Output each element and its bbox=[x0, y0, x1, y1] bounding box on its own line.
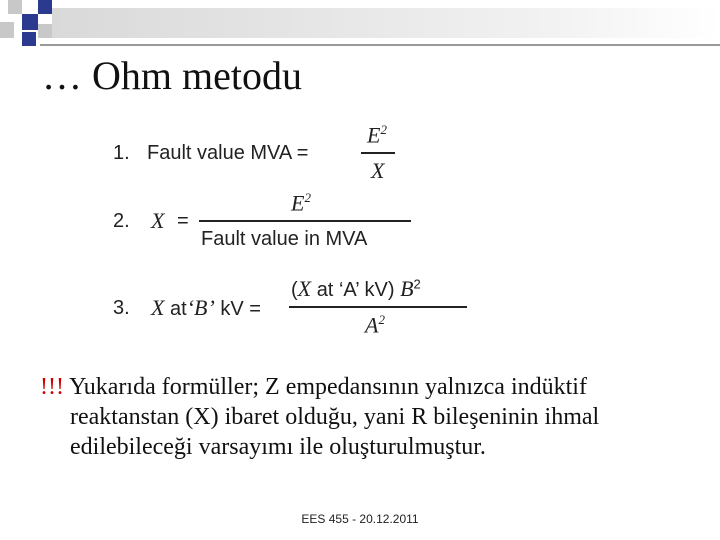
deco-square-gray-left bbox=[0, 22, 14, 38]
formula-3-lhs: X at‘B’ kV = bbox=[151, 295, 261, 320]
formula-2-lhs: X bbox=[151, 208, 165, 233]
formula-2-fraction-bar bbox=[199, 220, 411, 222]
formula-1-denominator: X bbox=[371, 158, 385, 183]
formula-2-denominator: Fault value in MVA bbox=[201, 228, 368, 250]
slide-title: … Ohm metodu bbox=[42, 53, 302, 98]
formula-2-equals: = bbox=[177, 210, 189, 232]
deco-square-blue-mid bbox=[22, 14, 38, 30]
deco-square-blue-low bbox=[22, 32, 36, 46]
formula-3-number: 3. bbox=[113, 297, 130, 319]
deco-square-gray-mid bbox=[38, 24, 52, 38]
formula-1-fraction-bar bbox=[361, 152, 395, 154]
formula-1-numerator: $E^2$ bbox=[367, 122, 387, 148]
formula-2-fraction bbox=[199, 192, 411, 262]
slide-footer: EES 455 - 20.12.2011 bbox=[301, 512, 419, 526]
formula-2-number: 2. bbox=[113, 210, 130, 232]
formula-1-number: 1. bbox=[113, 142, 130, 164]
deco-square-blue-top bbox=[38, 0, 52, 14]
note-line-2: reaktanstan (X) ibaret olduğu, yani R bileşeninin ihmal bbox=[70, 404, 600, 430]
deco-square-gray-top bbox=[8, 0, 22, 14]
formula-3-fraction-bar bbox=[289, 306, 467, 308]
note-line-3: edilebileceği varsayımı ile oluşturulmuştur. bbox=[70, 434, 486, 460]
formula-3-denominator: $A^2$ bbox=[365, 312, 385, 338]
note-paragraph bbox=[40, 372, 700, 462]
warning-marker: !!! bbox=[40, 374, 64, 400]
formula-1-lhs: Fault value MVA = bbox=[147, 142, 309, 164]
header-gradient-bar bbox=[52, 8, 720, 38]
formula-3-numerator: (X at ‘A’ kV) $B^2$ bbox=[291, 276, 421, 301]
note-line-1: !!! Yukarıda formüller; Z empedansının yalnızca indüktif bbox=[40, 374, 587, 400]
formula-1-fraction bbox=[361, 122, 397, 192]
formula-block bbox=[113, 112, 493, 342]
formula-2-numerator: $E^2$ bbox=[291, 190, 311, 216]
formula-3-fraction bbox=[289, 272, 469, 342]
header-rule bbox=[40, 44, 720, 46]
